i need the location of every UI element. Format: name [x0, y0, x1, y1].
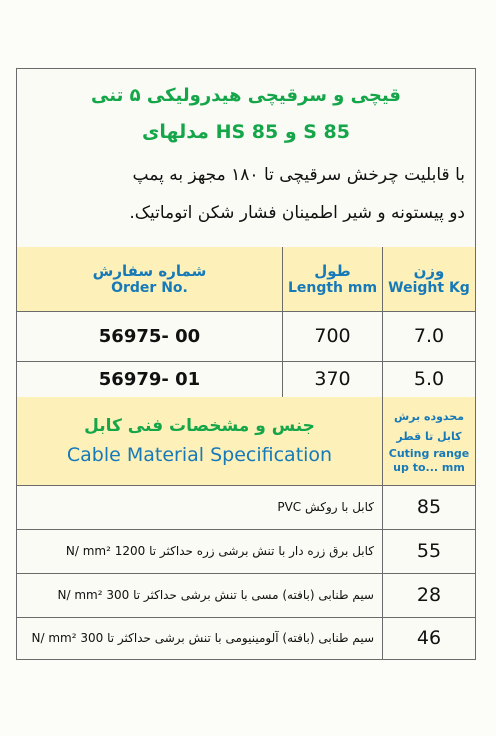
length-value: 700: [282, 311, 382, 361]
cutting-range-value: 28: [382, 573, 475, 617]
table-header: [17, 69, 475, 248]
cable-spec-title-en: Cable Material Specification: [66, 444, 333, 466]
product-description-line2: دو پیستونه و شیر اطمینان فشار شکن اتوماتیک.: [129, 203, 465, 223]
cable-description: کابل با روکش PVC: [277, 500, 374, 514]
length-header-fa: طول: [314, 262, 351, 280]
cable-description: سیم طنابی (بافته) آلومینیومی با تنش برشی حداکثر تا 300 N/ mm²: [31, 631, 374, 645]
column-header-row: [17, 247, 475, 312]
table-row: [17, 361, 475, 398]
table-row: [17, 573, 475, 618]
length-value: 370: [282, 361, 382, 397]
cutting-range-value: 46: [382, 617, 475, 659]
cutting-range-value: 85: [382, 485, 475, 529]
weight-value: 5.0: [382, 361, 475, 397]
cutting-range-header: [382, 397, 475, 485]
product-models: مدلهای HS 85 و S 85: [141, 121, 350, 143]
weight-column-header: [382, 247, 475, 311]
cutting-range-fa: محدوده برش کابل تا قطر: [393, 410, 465, 443]
table-row: [17, 529, 475, 574]
cable-description: کابل برق زره دار با تنش برشی زره حداکثر تا 1200 N/ mm²: [65, 544, 374, 558]
table-row: [17, 485, 475, 530]
cable-spec-title-fa: جنس و مشخصات فنی کابل: [84, 416, 315, 436]
order-number: 56975- 00: [98, 325, 201, 347]
table-row: [17, 311, 475, 362]
cutting-range-en: Cuting range up to... mm: [388, 447, 470, 474]
order-header-en: Order No.: [111, 280, 188, 296]
cable-description-cell: [17, 617, 382, 659]
order-header-fa: شماره سفارش: [92, 262, 207, 280]
order-column-header: [17, 247, 282, 311]
weight-header-fa: وزن: [413, 262, 445, 280]
weight-value: 7.0: [382, 311, 475, 361]
cable-description-cell: [17, 573, 382, 617]
order-number: 56979- 01: [98, 368, 201, 390]
cable-description-cell: [17, 529, 382, 573]
length-column-header: [282, 247, 382, 311]
cutting-range-value: 55: [382, 529, 475, 573]
cable-description: سیم طنابی (بافته) مسی با تنش برشی حداکثر تا 300 N/ mm²: [57, 588, 374, 602]
weight-header-en: Weight Kg: [388, 280, 470, 296]
spec-table: [16, 68, 476, 660]
length-header-en: Length mm: [287, 280, 378, 296]
cable-description-cell: [17, 485, 382, 529]
product-description-line1: با قابلیت چرخش سرقیچی تا ۱۸۰ مجهز به پمپ: [132, 165, 465, 185]
cable-spec-header: [17, 397, 382, 485]
table-row: [17, 617, 475, 659]
cable-section-header: [17, 397, 475, 486]
product-title: قیچی و سرقیچی هیدرولیکی ۵ تنی: [91, 85, 401, 106]
